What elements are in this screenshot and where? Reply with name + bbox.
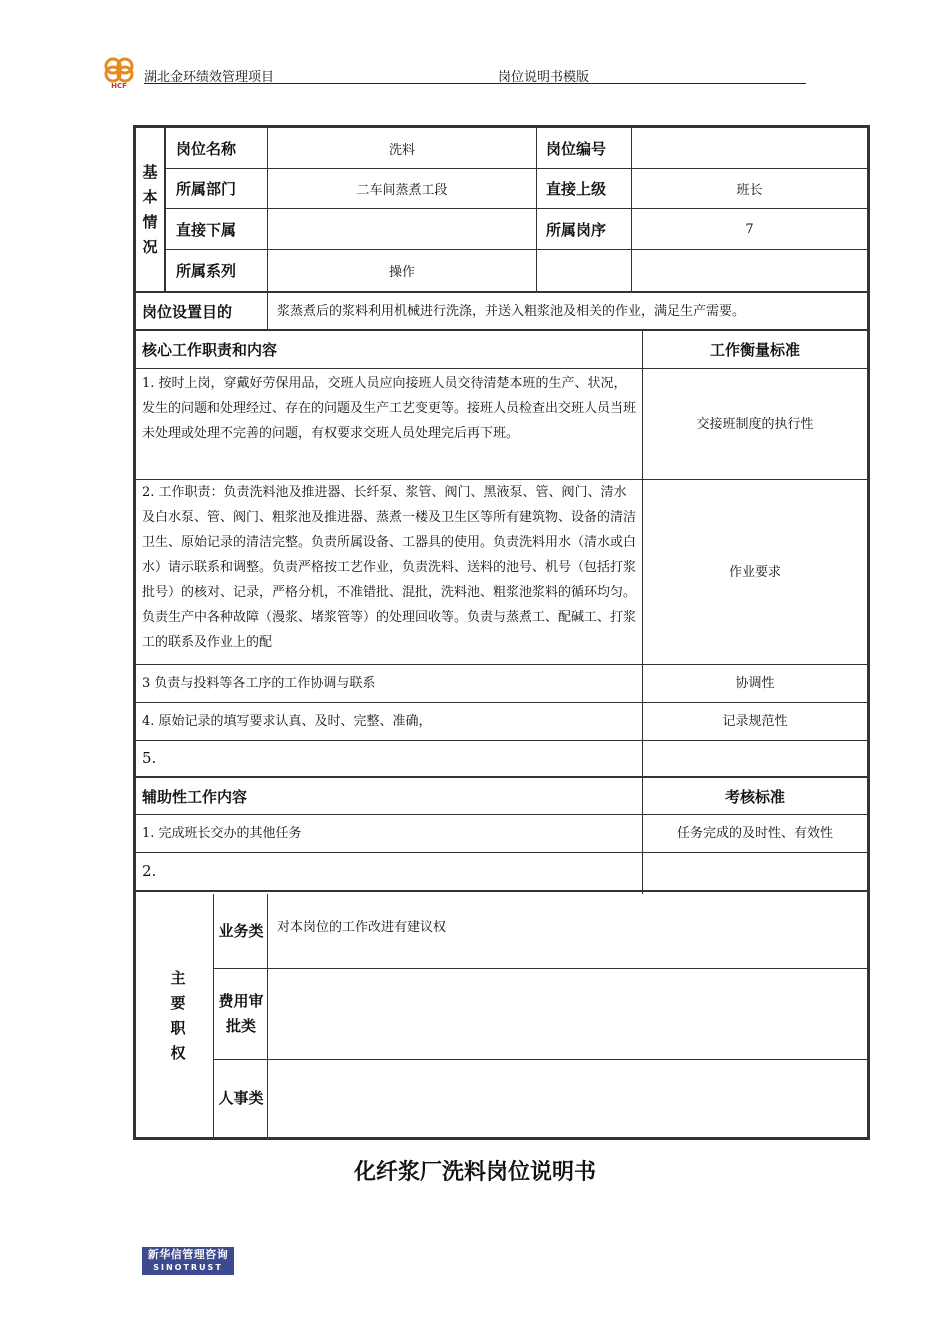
- authority-row-1-text: 对本岗位的工作改进有建议权: [277, 919, 447, 935]
- series-value: 操作: [388, 265, 415, 280]
- core-row-2-standard: 作业要求: [728, 564, 781, 580]
- core-header: 核心工作职责和内容: [142, 341, 278, 359]
- company-name: 湖北金环绩效管理项目: [144, 70, 275, 85]
- hcf-logo-icon: [100, 55, 138, 89]
- superior-label: 直接上级: [546, 180, 607, 198]
- purpose-text: 浆蒸煮后的浆料利用机械进行洗涤，并送入粗浆池及相关的作业，满足生产需要。: [277, 303, 746, 319]
- core-row-1-content: 1. 按时上岗，穿戴好劳保用品，交班人员应向接班人员交待清楚本班的生产、状况，发生的问题和处理经过、存在的问题及生产工艺变更等。接班人员检查出交班人员当班未处理或处理不完善的问题，有权要求交班人员处理完后再下班。: [142, 376, 637, 441]
- aux-header: 辅助性工作内容: [142, 787, 248, 806]
- page-header: [100, 55, 806, 89]
- dept-value: 二车间蒸煮工段: [356, 183, 448, 198]
- authority-section-label: 主要职权: [170, 968, 186, 1062]
- core-row-1-standard: 交接班制度的执行性: [696, 416, 814, 432]
- logo-text: HCF: [111, 82, 127, 89]
- aux-row-1-standard: 任务完成的及时性、有效性: [676, 826, 833, 841]
- aux-row-2-standard: [643, 853, 867, 890]
- dept-label: 所属部门: [176, 180, 237, 198]
- core-row-3-standard: 协调性: [735, 676, 775, 691]
- sequence-label: 所属岗序: [546, 220, 607, 239]
- basic-section-label: 基本情况: [142, 162, 158, 256]
- aux-standard-header: 考核标准: [724, 787, 785, 806]
- document-title: 化纤浆厂洗料岗位说明书: [353, 1160, 596, 1185]
- subordinate-label: 直接下属: [176, 220, 237, 239]
- position-no-label: 岗位编号: [546, 139, 607, 158]
- superior-value: 班长: [736, 183, 763, 198]
- aux-row-2-content: 2.: [142, 862, 157, 880]
- job-description-table: [133, 125, 870, 1140]
- sequence-value: 7: [745, 221, 754, 237]
- sinotrust-logo: [142, 1247, 234, 1275]
- footer-logo-cn: 新华信管理咨询: [147, 1248, 229, 1261]
- core-row-2-content: 2. 工作职责：负责洗料池及推进器、长纤泵、浆管、阀门、黑液泵、管、阀门、清水及白水泵、管、阀门、粗浆池及推进器、蒸煮一楼及卫生区等所有建筑物、设备的清洁卫生、原始记录的清洁完整。负责所属设备、工器具的使用。负责洗料用水（清水或白水）请示联系和调整。负责严格按工艺作业，负责洗料、送料的池号、机号（包括打浆批号）的核对、记录，严格分机，不准错批、混批，洗料池、粗浆池浆料的循环均匀。负责生产中各种故障（漫浆、堵浆管等）的处理回收等。负责与蒸煮工、配碱工、打浆工的联系及作业上的配: [142, 485, 637, 650]
- core-row-4-standard: 记录规范性: [722, 714, 788, 729]
- core-row-3-content: 3 负责与投料等各工序的工作协调与联系: [142, 676, 376, 691]
- position-name-value: 洗料: [388, 142, 415, 158]
- aux-row-1-content: 1. 完成班长交办的其他任务: [142, 826, 302, 841]
- series-label: 所属系列: [176, 262, 237, 280]
- purpose-label: 岗位设置目的: [142, 302, 233, 321]
- core-standard-header: 工作衡量标准: [709, 341, 800, 359]
- core-row-5-standard: [643, 741, 867, 776]
- position-name-label: 岗位名称: [176, 139, 237, 158]
- authority-row-3-label: 人事类: [218, 1089, 264, 1107]
- position-no-value: [632, 128, 867, 168]
- header-rule: [144, 83, 806, 84]
- doc-type: 岗位说明书模版: [498, 70, 590, 85]
- subordinate-value: [268, 209, 536, 249]
- footer-logo-en: SINOTRUST: [153, 1263, 223, 1272]
- authority-row-2-label: 费用审批类: [218, 992, 264, 1035]
- core-row-4-content: 4. 原始记录的填写要求认真、及时、完整、准确，: [142, 714, 432, 729]
- authority-row-2-text: [277, 969, 862, 1059]
- authority-row-3-text: [277, 1060, 862, 1137]
- core-row-5-content: 5.: [142, 749, 157, 767]
- authority-row-1-label: 业务类: [218, 921, 264, 940]
